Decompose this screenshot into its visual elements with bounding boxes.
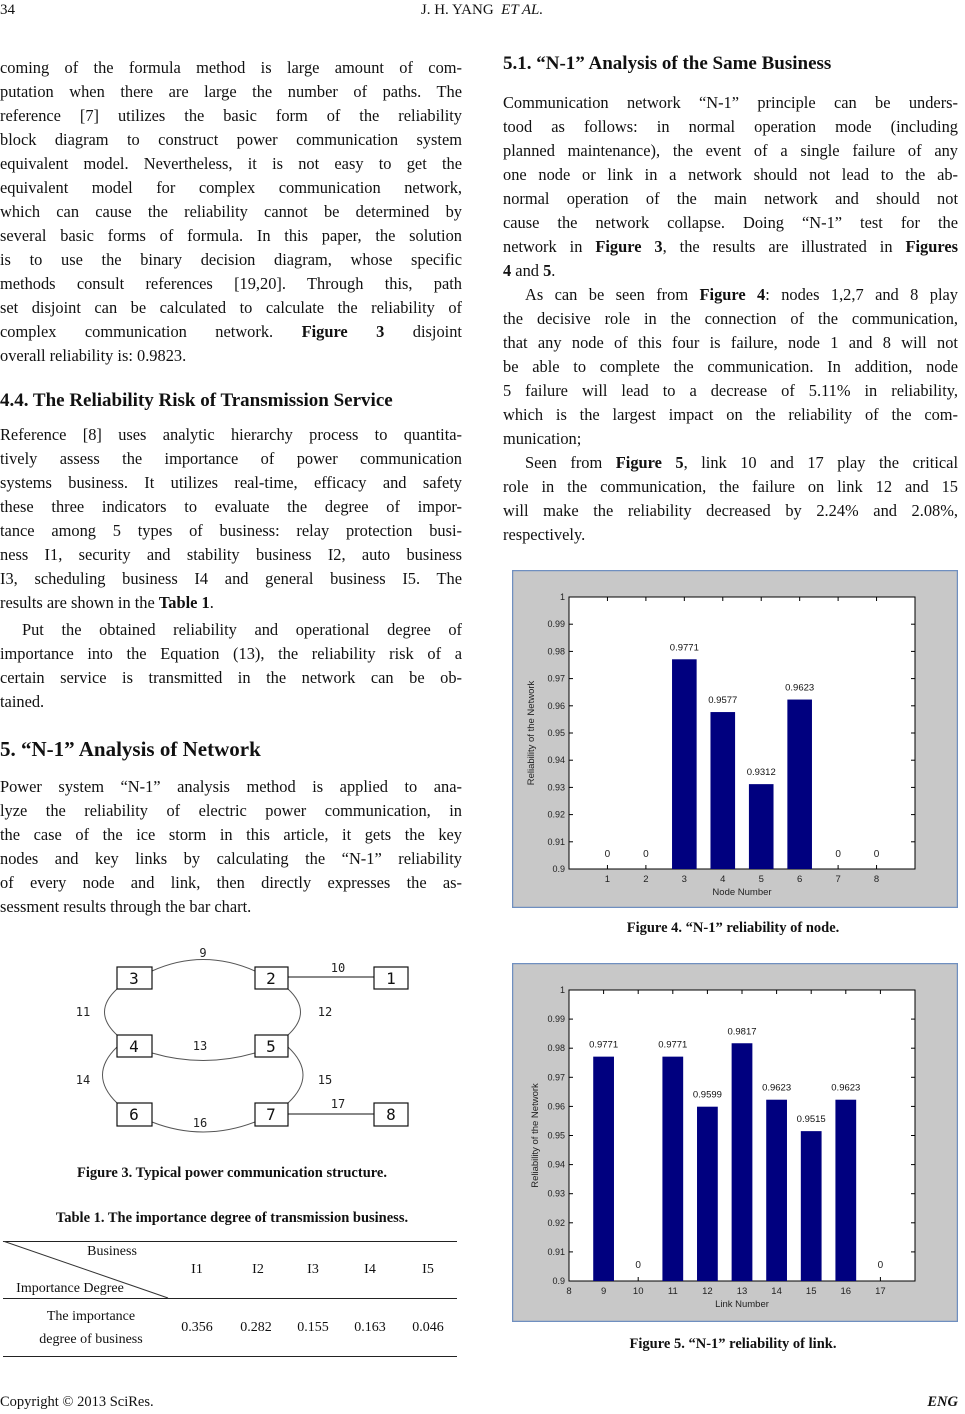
- bar: [835, 1100, 856, 1281]
- bar: [787, 700, 812, 869]
- y-tick-label: 0.9: [552, 1276, 565, 1286]
- node-label: 6: [129, 1105, 139, 1124]
- link-13: [152, 1053, 255, 1061]
- y-tick-label: 0.91: [547, 836, 565, 847]
- text-line: lyze the reliability of electric power communication, in: [0, 801, 462, 820]
- plot-area: [569, 597, 915, 869]
- data-label: 0.9312: [746, 767, 776, 779]
- text-line: equivalent model for complex communication network,: [0, 178, 462, 197]
- x-tick-label: 1: [604, 874, 611, 885]
- text-line: one node or link in a network should not lead to the ab-: [503, 165, 958, 184]
- y-tick-label: 0.95: [547, 728, 565, 738]
- bold-reference: Figure 5: [615, 453, 684, 472]
- bar: [801, 1131, 822, 1281]
- node-label: 7: [266, 1105, 276, 1124]
- running-header-authors: J. H. YANG: [420, 2, 494, 18]
- y-tick-label: 0.91: [547, 1246, 565, 1257]
- x-tick-label: 4: [720, 874, 726, 885]
- table-col-header: I5: [422, 1262, 434, 1277]
- text-line: tance among 5 types of business: relay protection busi-: [0, 521, 462, 540]
- text-line: planned maintenance), the event of a single failure of any: [503, 141, 958, 160]
- bold-reference: Figures: [905, 237, 958, 256]
- text-line: be able to complete the communication. In addition, node: [503, 357, 958, 376]
- y-tick-label: 0.93: [547, 782, 565, 793]
- table-cell: 0.282: [240, 1320, 272, 1335]
- figure-3-caption: Figure 3. Typical power communication structure.: [77, 1165, 387, 1181]
- x-tick-label: 3: [681, 874, 687, 885]
- bold-reference: Figure 4: [699, 285, 766, 304]
- text-line: coming of the formula method is large amount of com-: [0, 58, 462, 77]
- link-11: [105, 989, 118, 1035]
- text-line: certain service is transmitted in the network can be ob-: [0, 668, 462, 687]
- text-line: several basic forms of formula. In this paper, the solution: [0, 226, 462, 245]
- y-tick-label: 0.99: [547, 619, 565, 630]
- text-line: importance into the Equation (13), the reliability risk of a: [0, 644, 462, 663]
- text-run: network in: [503, 237, 596, 256]
- text-line: [503, 235, 958, 259]
- text-run: and: [511, 261, 544, 280]
- y-tick-label: 0.96: [547, 1101, 565, 1112]
- bar: [662, 1057, 683, 1281]
- text-line: munication;: [503, 429, 582, 448]
- data-label: 0.9623: [831, 1082, 861, 1094]
- section-heading-5: 5. “N-1” Analysis of Network: [0, 737, 261, 761]
- text-line: I3, scheduling business I4 and general business I5. The: [0, 569, 462, 588]
- text-line: sessment results through the bar chart.: [0, 897, 252, 916]
- link-9: [152, 960, 255, 972]
- y-tick-label: 1: [559, 592, 565, 602]
- y-tick-label: 0.93: [547, 1188, 565, 1199]
- y-tick-label: 0.97: [547, 673, 565, 684]
- text-run: , the results are illustrated in: [662, 237, 906, 256]
- x-tick-label: 10: [632, 1286, 644, 1297]
- text-line: block diagram to construct power communication system: [0, 130, 462, 149]
- text-run: , link 10 and 17 play the critical: [683, 453, 958, 472]
- link-label: 15: [317, 1073, 333, 1087]
- text-run: .: [209, 593, 214, 612]
- node-label: 2: [266, 969, 276, 988]
- node-label: 1: [386, 969, 396, 988]
- data-label: 0.9817: [727, 1026, 757, 1038]
- data-label: 0.9599: [692, 1089, 722, 1101]
- link-label: 17: [330, 1097, 346, 1111]
- x-tick-label: 8: [873, 874, 880, 885]
- table-col-header: I4: [364, 1262, 376, 1277]
- y-axis-label: Reliability of the Network: [530, 1083, 541, 1188]
- x-tick-label: 7: [835, 874, 841, 885]
- table-corner-importance: Importance Degree: [16, 1281, 124, 1296]
- link-label: 16: [192, 1116, 208, 1130]
- table-col-header: I1: [191, 1262, 203, 1277]
- y-tick-label: 0.92: [547, 809, 565, 820]
- node-label: 8: [386, 1105, 396, 1124]
- bold-reference: Figure 3: [595, 237, 663, 256]
- data-label: 0.9771: [589, 1039, 619, 1051]
- node-label: 3: [129, 969, 139, 988]
- text-line: respectively.: [503, 525, 586, 544]
- table-row-label: degree of business: [39, 1332, 143, 1347]
- text-line: which is the largest impact on the reliability of the com-: [503, 405, 958, 424]
- text-line: ness I1, security and stability business I2, auto business: [0, 545, 462, 564]
- text-line: set disjoint can be calculated to calculate the reliability of: [0, 298, 462, 317]
- table-cell: 0.046: [412, 1320, 444, 1335]
- paragraph-n1-principle: [503, 91, 958, 283]
- bold-reference: Table 1: [158, 593, 210, 612]
- page-number: 34: [0, 2, 15, 18]
- text-line: cause the network collapse. Doing “N-1” test for the: [503, 213, 958, 232]
- y-tick-label: 0.98: [547, 646, 565, 657]
- data-label: 0: [873, 848, 880, 860]
- link-14: [103, 1047, 118, 1103]
- text-line: overall reliability is: 0.9823.: [0, 346, 187, 365]
- bar: [710, 712, 735, 869]
- network-diagram: [0, 0, 470, 1160]
- link-12: [288, 989, 301, 1035]
- text-line: which can cause the reliability cannot be determined by: [0, 202, 462, 221]
- bar: [697, 1107, 718, 1281]
- x-tick-label: 5: [758, 874, 764, 885]
- text-line: [503, 283, 958, 307]
- node-label: 5: [266, 1037, 276, 1056]
- bar: [749, 784, 774, 869]
- x-tick-label: 11: [667, 1286, 678, 1297]
- bold-reference: 5: [543, 261, 552, 280]
- data-label: 0.9623: [762, 1082, 792, 1094]
- y-tick-label: 0.99: [547, 1014, 565, 1025]
- text-line: of every node and link, then directly expresses the as-: [0, 873, 462, 892]
- table-cell: 0.163: [354, 1320, 386, 1335]
- text-run: As can be seen from: [525, 285, 700, 304]
- x-tick-label: 15: [805, 1286, 817, 1297]
- table-row-label: The importance: [46, 1309, 136, 1324]
- table-cell: 0.356: [181, 1320, 213, 1335]
- text-line: that any node of this four is failure, node 1 and 8 will not: [503, 333, 958, 352]
- text-line: methods consult references [19,20]. Through this, path: [0, 274, 462, 293]
- text-line: tively assess the importance of power communication: [0, 449, 462, 468]
- chart-link-reliability: [512, 963, 958, 1322]
- text-line: will make the reliability decreased by 2.24% and 2.08%,: [503, 501, 958, 520]
- x-tick-label: 2: [643, 874, 649, 885]
- link-15: [288, 1047, 303, 1103]
- table-bottom-rule: [3, 1356, 457, 1357]
- running-header-et-al: ET AL.: [501, 2, 544, 18]
- table-1-caption: Table 1. The importance degree of transmission business.: [55, 1210, 409, 1226]
- text-line: systems business. It utilizes real-time, efficacy and safety: [0, 473, 462, 492]
- text-line: tood as follows: in normal operation mode (including: [503, 117, 958, 136]
- bold-reference: Figure 3: [301, 322, 385, 341]
- bold-reference: 4: [503, 261, 512, 280]
- data-label: 0.9623: [785, 682, 815, 694]
- y-tick-label: 0.98: [547, 1043, 565, 1054]
- footer-copyright: Copyright © 2013 SciRes.: [0, 1394, 154, 1410]
- figure-5-caption: Figure 5. “N-1” reliability of link.: [629, 1336, 837, 1352]
- x-tick-label: 8: [566, 1286, 572, 1297]
- y-tick-label: 0.96: [547, 700, 565, 711]
- data-label: 0.9577: [708, 695, 738, 707]
- y-tick-label: 0.9: [552, 864, 565, 874]
- text-run: complex communication network.: [0, 322, 302, 341]
- bar: [593, 1057, 614, 1281]
- paragraph-figure-4-analysis: [503, 283, 958, 451]
- y-tick-label: 0.92: [547, 1217, 565, 1228]
- footer-journal: ENG: [927, 1394, 958, 1410]
- text-line: 5 failure will lead to a decrease of 5.11% in reliability,: [503, 381, 958, 400]
- text-run: .: [551, 261, 556, 280]
- data-label: 0.9515: [796, 1114, 826, 1126]
- text-line: Put the obtained reliability and operational degree of: [22, 620, 462, 639]
- text-line: [503, 451, 958, 475]
- link-label: 11: [75, 1005, 91, 1019]
- table-col-header: I3: [307, 1262, 319, 1277]
- section-heading-5-1: 5.1. “N-1” Analysis of the Same Business: [503, 53, 832, 74]
- figure-4-caption: Figure 4. “N-1” reliability of node.: [626, 920, 840, 936]
- text-line: role in the communication, the failure on link 12 and 15: [503, 477, 958, 496]
- text-line: is to use the binary decision diagram, whose specific: [0, 250, 462, 269]
- x-tick-label: 17: [875, 1286, 886, 1297]
- text-line: Communication network “N-1” principle can be unders-: [503, 93, 958, 112]
- section-heading-4-4: 4.4. The Reliability Risk of Transmission Service: [0, 390, 393, 411]
- y-tick-label: 0.95: [547, 1130, 565, 1141]
- data-label: 0: [877, 1259, 884, 1271]
- y-tick-label: 0.94: [547, 1159, 565, 1170]
- x-tick-label: 6: [797, 874, 803, 885]
- x-tick-label: 13: [736, 1286, 748, 1297]
- x-tick-label: 14: [771, 1286, 782, 1297]
- table-cell: 0.155: [297, 1320, 329, 1335]
- text-line: nodes and key links by calculating the “N-1” reliability: [0, 849, 462, 868]
- bar: [672, 659, 697, 869]
- data-label: 0: [604, 848, 611, 860]
- x-tick-label: 12: [702, 1286, 713, 1297]
- link-label: 13: [192, 1039, 208, 1053]
- paragraph-figure-5-analysis: [503, 451, 958, 547]
- data-label: 0: [835, 848, 841, 860]
- chart-node-reliability: [512, 570, 958, 908]
- x-axis-label: Node Number: [712, 887, 772, 898]
- link-label: 14: [75, 1073, 91, 1087]
- text-line: equivalent model. Nevertheless, it is not easy to get the: [0, 154, 462, 173]
- x-axis-label: Link Number: [715, 1299, 769, 1310]
- text-line: normal operation of the main network and should not: [503, 189, 958, 208]
- node-label: 4: [129, 1037, 139, 1056]
- text-run: Seen from: [525, 453, 616, 472]
- text-run: : nodes 1,2,7 and 8 play: [765, 285, 958, 304]
- text-line: the decisive role in the connection of the communication,: [503, 309, 958, 328]
- text-line: tained.: [0, 692, 45, 711]
- bar: [766, 1100, 787, 1281]
- text-line: putation when there are large the number of paths. The: [0, 82, 462, 101]
- y-tick-label: 0.94: [547, 755, 565, 766]
- text-line: the case of the ice storm in this article, it gets the key: [0, 825, 462, 844]
- text-line: these three indicators to evaluate the degree of impor-: [0, 497, 462, 516]
- link-label: 12: [317, 1005, 333, 1019]
- y-tick-label: 1: [559, 985, 565, 995]
- text-line: [503, 259, 958, 283]
- table-corner-business: Business: [87, 1244, 137, 1259]
- y-tick-label: 0.97: [547, 1072, 565, 1083]
- text-line: Power system “N-1” analysis method is applied to ana-: [0, 777, 462, 796]
- text-line: reference [7] utilizes the basic form of the reliability: [0, 106, 462, 125]
- link-label: 10: [330, 961, 346, 975]
- x-tick-label: 9: [600, 1286, 607, 1297]
- data-label: 0.9771: [669, 642, 699, 654]
- table-col-header: I2: [252, 1262, 264, 1277]
- text-run: results are shown in the: [0, 593, 159, 612]
- text-run: disjoint: [384, 322, 462, 341]
- y-axis-label: Reliability of the Network: [526, 680, 537, 786]
- data-label: 0: [643, 848, 649, 860]
- x-tick-label: 16: [840, 1286, 852, 1297]
- bar: [732, 1043, 753, 1281]
- text-line: Reference [8] uses analytic hierarchy process to quantita-: [0, 425, 462, 444]
- link-label: 9: [199, 946, 207, 960]
- data-label: 0: [635, 1259, 641, 1271]
- data-label: 0.9771: [658, 1039, 688, 1051]
